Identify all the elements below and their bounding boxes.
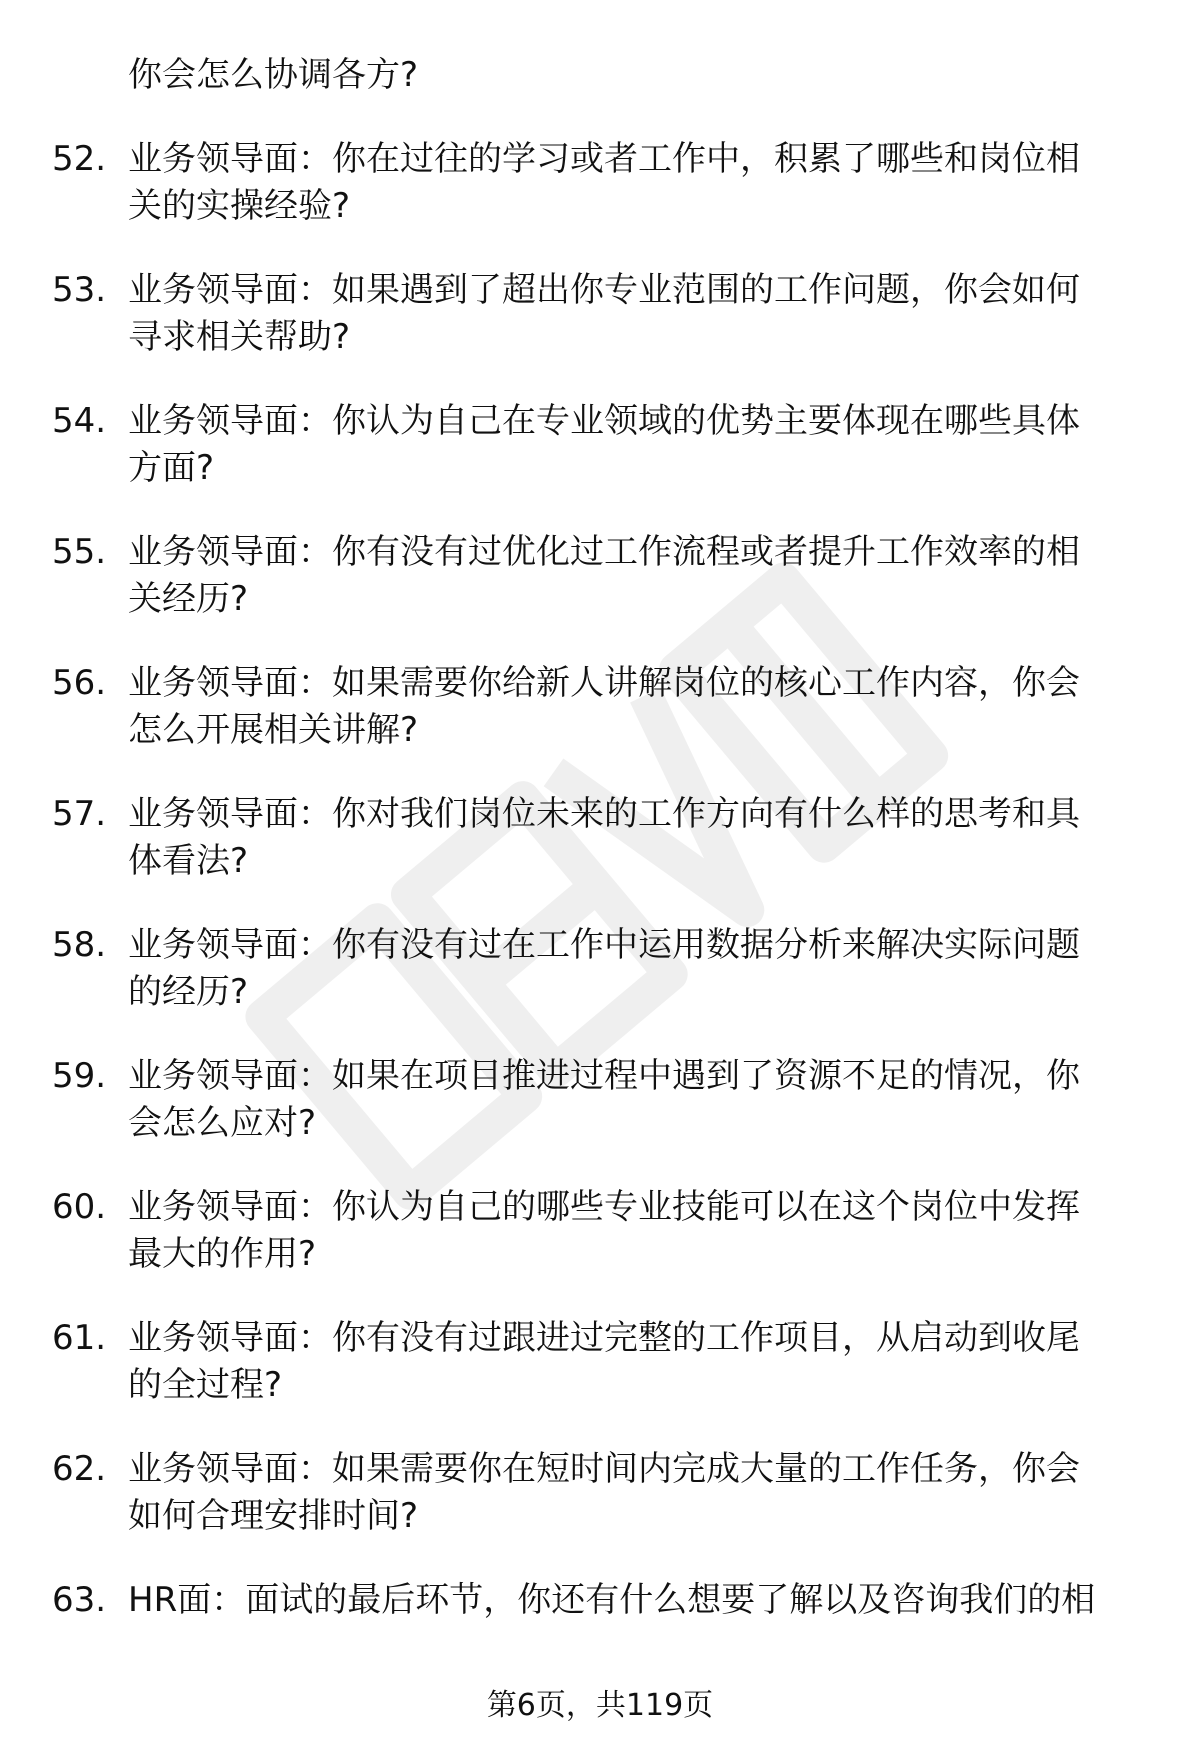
question-number: 63. (52, 1580, 107, 1620)
question-number: 58. (52, 925, 107, 965)
question-item (0, 136, 1200, 230)
question-text-line: 如何合理安排时间? (128, 1496, 419, 1536)
question-text-line: 方面? (128, 448, 215, 488)
question-number: 59. (52, 1056, 107, 1096)
question-text-line: 业务领导面：如果需要你给新人讲解岗位的核心工作内容，你会 (128, 663, 1080, 703)
question-text-line: 业务领导面：你有没有过跟进过完整的工作项目，从启动到收尾 (128, 1318, 1080, 1358)
question-item (0, 267, 1200, 361)
question-text (128, 1053, 1200, 1147)
question-number: 52. (52, 139, 107, 179)
question-text-line: 最大的作用? (128, 1234, 317, 1274)
question-item (0, 1577, 1200, 1624)
question-text (128, 267, 1200, 361)
question-text-line: 业务领导面：你有没有过在工作中运用数据分析来解决实际问题 (128, 925, 1080, 965)
question-text (128, 529, 1200, 623)
question-number: 56. (52, 663, 107, 703)
question-text-line: 业务领导面：你认为自己在专业领域的优势主要体现在哪些具体 (128, 401, 1080, 441)
question-number: 57. (52, 794, 107, 834)
question-text-line: 业务领导面：你认为自己的哪些专业技能可以在这个岗位中发挥 (128, 1187, 1080, 1227)
question-item (0, 922, 1200, 1016)
question-item (0, 660, 1200, 754)
question-number: 61. (52, 1318, 107, 1358)
question-text-line: 的全过程? (128, 1365, 283, 1405)
question-item (0, 398, 1200, 492)
question-text-line: HR面：面试的最后环节，你还有什么想要了解以及咨询我们的相 (128, 1580, 1096, 1620)
continued-question-text: 你会怎么协调各方? (128, 55, 419, 95)
page-number-footer: 第6页，共119页 (486, 1688, 714, 1723)
question-text (128, 1577, 1200, 1624)
question-text-line: 会怎么应对? (128, 1103, 317, 1143)
question-number: 54. (52, 401, 107, 441)
question-text-line: 业务领导面：你对我们岗位未来的工作方向有什么样的思考和具 (128, 794, 1080, 834)
question-text-line: 关的实操经验? (128, 186, 351, 226)
question-text-line: 关经历? (128, 579, 249, 619)
question-item (0, 1315, 1200, 1409)
question-item (0, 1053, 1200, 1147)
question-item (0, 1184, 1200, 1278)
question-text (128, 660, 1200, 754)
question-text (128, 791, 1200, 885)
question-text-line: 业务领导面：你在过往的学习或者工作中，积累了哪些和岗位相 (128, 139, 1080, 179)
question-item (0, 1446, 1200, 1540)
question-text-line: 业务领导面：你有没有过优化过工作流程或者提升工作效率的相 (128, 532, 1080, 572)
question-text (128, 1446, 1200, 1540)
question-text-line: 体看法? (128, 841, 249, 881)
question-text (128, 1315, 1200, 1409)
question-number: 53. (52, 270, 107, 310)
question-number: 60. (52, 1187, 107, 1227)
question-text (128, 398, 1200, 492)
question-text-line: 怎么开展相关讲解? (128, 710, 419, 750)
question-text-line: 业务领导面：如果需要你在短时间内完成大量的工作任务，你会 (128, 1449, 1080, 1489)
question-text-line: 寻求相关帮助? (128, 317, 351, 357)
question-text-line: 业务领导面：如果在项目推进过程中遇到了资源不足的情况，你 (128, 1056, 1080, 1096)
questions-container (0, 136, 1200, 1624)
question-text (128, 136, 1200, 230)
question-number: 55. (52, 532, 107, 572)
question-text-line: 的经历? (128, 972, 249, 1012)
question-number: 62. (52, 1449, 107, 1489)
question-list (0, 52, 1200, 1624)
question-text (128, 922, 1200, 1016)
question-item (0, 791, 1200, 885)
question-text (128, 1184, 1200, 1278)
question-item (0, 529, 1200, 623)
question-text-line: 业务领导面：如果遇到了超出你专业范围的工作问题，你会如何 (128, 270, 1080, 310)
